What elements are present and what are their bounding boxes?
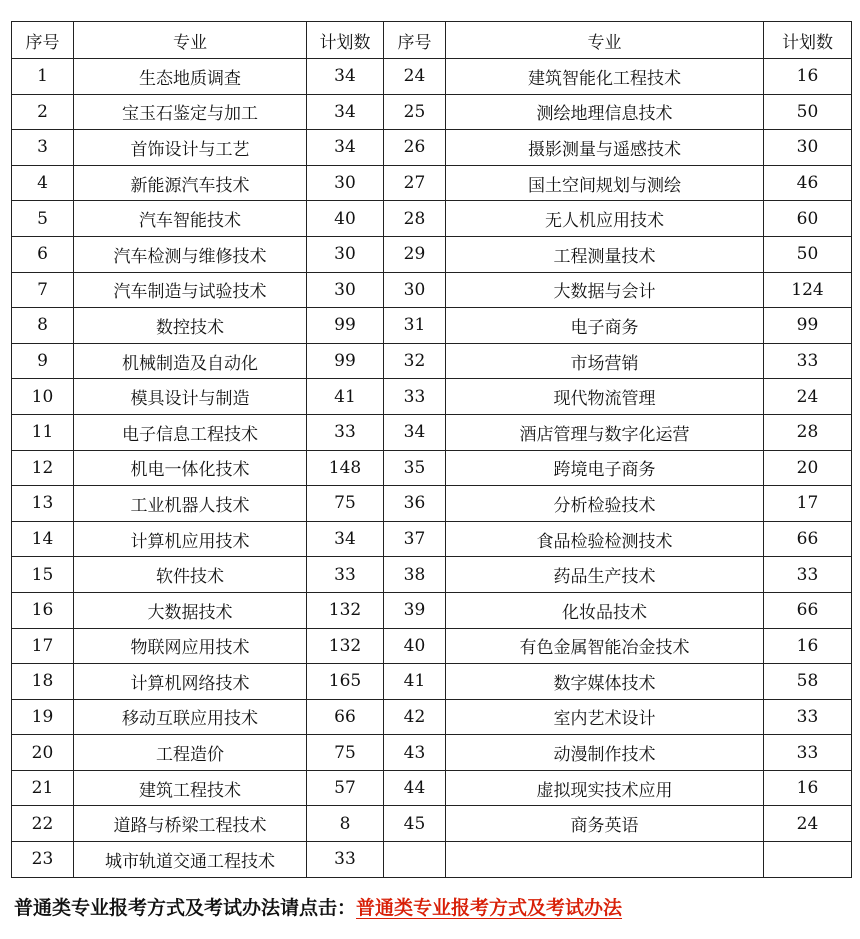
header-count-left: 计划数 <box>307 22 384 59</box>
cell-count-right: 16 <box>764 59 852 95</box>
cell-major-left: 机械制造及自动化 <box>74 343 307 379</box>
cell-count-right: 66 <box>764 592 852 628</box>
cell-seq-left: 1 <box>12 59 74 95</box>
cell-count-left: 75 <box>307 735 384 771</box>
cell-major-right: 化妆品技术 <box>446 592 764 628</box>
cell-major-left: 大数据技术 <box>74 592 307 628</box>
cell-seq-right: 37 <box>384 521 446 557</box>
table-row <box>12 450 852 486</box>
header-seq-right: 序号 <box>384 22 446 59</box>
cell-major-right: 室内艺术设计 <box>446 699 764 735</box>
cell-seq-left: 4 <box>12 165 74 201</box>
cell-seq-left: 18 <box>12 664 74 700</box>
cell-count-left: 57 <box>307 770 384 806</box>
cell-count-right: 99 <box>764 308 852 344</box>
cell-seq-right: 26 <box>384 130 446 166</box>
cell-seq-left: 3 <box>12 130 74 166</box>
cell-seq-left: 7 <box>12 272 74 308</box>
cell-seq-left: 11 <box>12 414 74 450</box>
cell-seq-left: 12 <box>12 450 74 486</box>
cell-count-left: 132 <box>307 628 384 664</box>
cell-seq-right: 29 <box>384 236 446 272</box>
cell-seq-right: 41 <box>384 664 446 700</box>
cell-count-right: 16 <box>764 770 852 806</box>
cell-major-right: 分析检验技术 <box>446 486 764 522</box>
cell-seq-right: 36 <box>384 486 446 522</box>
cell-major-right: 电子商务 <box>446 308 764 344</box>
cell-major-right: 动漫制作技术 <box>446 735 764 771</box>
cell-count-left: 30 <box>307 165 384 201</box>
cell-count-left: 8 <box>307 806 384 842</box>
cell-seq-left: 13 <box>12 486 74 522</box>
cell-count-left: 33 <box>307 414 384 450</box>
cell-major-right: 商务英语 <box>446 806 764 842</box>
cell-seq-right: 24 <box>384 59 446 95</box>
cell-count-left: 132 <box>307 592 384 628</box>
table-row <box>12 842 852 878</box>
cell-seq-right: 25 <box>384 94 446 130</box>
cell-major-right: 测绘地理信息技术 <box>446 94 764 130</box>
cell-seq-left: 20 <box>12 735 74 771</box>
cell-major-right: 酒店管理与数字化运营 <box>446 414 764 450</box>
cell-count-left: 99 <box>307 308 384 344</box>
cell-seq-right: 35 <box>384 450 446 486</box>
cell-count-left: 148 <box>307 450 384 486</box>
cell-count-right: 17 <box>764 486 852 522</box>
cell-major-right: 建筑智能化工程技术 <box>446 59 764 95</box>
cell-count-right: 24 <box>764 379 852 415</box>
cell-count-right: 50 <box>764 94 852 130</box>
cell-major-left: 建筑工程技术 <box>74 770 307 806</box>
cell-count-right: 66 <box>764 521 852 557</box>
table-row <box>12 486 852 522</box>
header-seq-left: 序号 <box>12 22 74 59</box>
cell-count-right: 24 <box>764 806 852 842</box>
cell-count-right: 30 <box>764 130 852 166</box>
cell-major-right: 市场营销 <box>446 343 764 379</box>
cell-count-right: 28 <box>764 414 852 450</box>
cell-seq-left: 17 <box>12 628 74 664</box>
cell-count-right <box>764 842 852 878</box>
table-row <box>12 59 852 95</box>
table-row <box>12 592 852 628</box>
cell-major-right: 无人机应用技术 <box>446 201 764 237</box>
cell-count-right: 58 <box>764 664 852 700</box>
exam-method-link[interactable]: 普通类专业报考方式及考试办法 <box>356 897 623 919</box>
cell-major-left: 机电一体化技术 <box>74 450 307 486</box>
cell-major-left: 城市轨道交通工程技术 <box>74 842 307 878</box>
cell-count-right: 46 <box>764 165 852 201</box>
cell-major-left: 模具设计与制造 <box>74 379 307 415</box>
cell-seq-left: 16 <box>12 592 74 628</box>
cell-major-right: 药品生产技术 <box>446 557 764 593</box>
enrollment-plan-table <box>11 21 852 878</box>
cell-count-left: 30 <box>307 272 384 308</box>
cell-seq-right: 31 <box>384 308 446 344</box>
cell-count-left: 41 <box>307 379 384 415</box>
cell-seq-left: 8 <box>12 308 74 344</box>
cell-count-left: 34 <box>307 94 384 130</box>
table-row <box>12 770 852 806</box>
table-row <box>12 272 852 308</box>
cell-major-left: 汽车制造与试验技术 <box>74 272 307 308</box>
cell-major-right: 国土空间规划与测绘 <box>446 165 764 201</box>
header-count-right: 计划数 <box>764 22 852 59</box>
cell-seq-left: 10 <box>12 379 74 415</box>
cell-count-left: 165 <box>307 664 384 700</box>
table-row <box>12 735 852 771</box>
cell-major-right: 现代物流管理 <box>446 379 764 415</box>
cell-seq-left: 22 <box>12 806 74 842</box>
cell-major-left: 工程造价 <box>74 735 307 771</box>
cell-seq-right: 33 <box>384 379 446 415</box>
cell-count-right: 33 <box>764 343 852 379</box>
cell-major-right: 跨境电子商务 <box>446 450 764 486</box>
table-row <box>12 130 852 166</box>
cell-major-left: 汽车智能技术 <box>74 201 307 237</box>
table-row <box>12 308 852 344</box>
cell-count-left: 33 <box>307 842 384 878</box>
cell-major-left: 电子信息工程技术 <box>74 414 307 450</box>
cell-seq-left: 9 <box>12 343 74 379</box>
header-major-left: 专业 <box>74 22 307 59</box>
cell-seq-left: 23 <box>12 842 74 878</box>
table-row <box>12 236 852 272</box>
cell-count-right: 33 <box>764 557 852 593</box>
cell-major-left: 首饰设计与工艺 <box>74 130 307 166</box>
cell-count-left: 75 <box>307 486 384 522</box>
cell-count-right: 60 <box>764 201 852 237</box>
cell-seq-right: 45 <box>384 806 446 842</box>
cell-count-left: 33 <box>307 557 384 593</box>
table-row <box>12 343 852 379</box>
cell-count-right: 33 <box>764 735 852 771</box>
cell-count-right: 33 <box>764 699 852 735</box>
cell-seq-left: 5 <box>12 201 74 237</box>
cell-seq-right: 43 <box>384 735 446 771</box>
cell-seq-right: 42 <box>384 699 446 735</box>
cell-count-right: 50 <box>764 236 852 272</box>
cell-seq-left: 19 <box>12 699 74 735</box>
table-row <box>12 94 852 130</box>
cell-count-right: 124 <box>764 272 852 308</box>
cell-seq-left: 14 <box>12 521 74 557</box>
cell-major-right: 大数据与会计 <box>446 272 764 308</box>
footer-prompt: 普通类专业报考方式及考试办法请点击： <box>14 897 357 919</box>
cell-seq-right <box>384 842 446 878</box>
cell-major-right: 虚拟现实技术应用 <box>446 770 764 806</box>
cell-count-left: 40 <box>307 201 384 237</box>
cell-seq-left: 6 <box>12 236 74 272</box>
cell-major-left: 道路与桥梁工程技术 <box>74 806 307 842</box>
cell-major-right: 摄影测量与遥感技术 <box>446 130 764 166</box>
cell-major-right <box>446 842 764 878</box>
cell-major-left: 软件技术 <box>74 557 307 593</box>
table-header-row <box>12 22 852 59</box>
cell-seq-right: 30 <box>384 272 446 308</box>
cell-seq-right: 32 <box>384 343 446 379</box>
cell-major-left: 移动互联应用技术 <box>74 699 307 735</box>
cell-seq-right: 27 <box>384 165 446 201</box>
table-row <box>12 557 852 593</box>
table-row <box>12 628 852 664</box>
table-row <box>12 165 852 201</box>
cell-major-right: 有色金属智能冶金技术 <box>446 628 764 664</box>
cell-major-left: 计算机网络技术 <box>74 664 307 700</box>
cell-major-left: 工业机器人技术 <box>74 486 307 522</box>
cell-major-left: 生态地质调查 <box>74 59 307 95</box>
cell-count-right: 16 <box>764 628 852 664</box>
table-row <box>12 201 852 237</box>
cell-seq-left: 21 <box>12 770 74 806</box>
cell-major-right: 食品检验检测技术 <box>446 521 764 557</box>
cell-count-left: 30 <box>307 236 384 272</box>
cell-seq-right: 39 <box>384 592 446 628</box>
cell-seq-right: 44 <box>384 770 446 806</box>
cell-seq-left: 15 <box>12 557 74 593</box>
cell-seq-right: 38 <box>384 557 446 593</box>
cell-count-right: 20 <box>764 450 852 486</box>
cell-major-left: 宝玉石鉴定与加工 <box>74 94 307 130</box>
cell-seq-right: 34 <box>384 414 446 450</box>
table-row <box>12 414 852 450</box>
cell-seq-left: 2 <box>12 94 74 130</box>
table-row <box>12 521 852 557</box>
cell-major-left: 计算机应用技术 <box>74 521 307 557</box>
cell-major-right: 工程测量技术 <box>446 236 764 272</box>
cell-seq-right: 40 <box>384 628 446 664</box>
cell-major-left: 汽车检测与维修技术 <box>74 236 307 272</box>
cell-major-right: 数字媒体技术 <box>446 664 764 700</box>
cell-seq-right: 28 <box>384 201 446 237</box>
table-row <box>12 379 852 415</box>
cell-count-left: 34 <box>307 521 384 557</box>
table-row <box>12 699 852 735</box>
cell-count-left: 66 <box>307 699 384 735</box>
table-body <box>12 59 852 878</box>
table-row <box>12 664 852 700</box>
cell-major-left: 新能源汽车技术 <box>74 165 307 201</box>
table-row <box>12 806 852 842</box>
footer-line <box>14 893 622 920</box>
cell-major-left: 物联网应用技术 <box>74 628 307 664</box>
cell-count-left: 34 <box>307 59 384 95</box>
cell-major-left: 数控技术 <box>74 308 307 344</box>
cell-count-left: 34 <box>307 130 384 166</box>
header-major-right: 专业 <box>446 22 764 59</box>
cell-count-left: 99 <box>307 343 384 379</box>
